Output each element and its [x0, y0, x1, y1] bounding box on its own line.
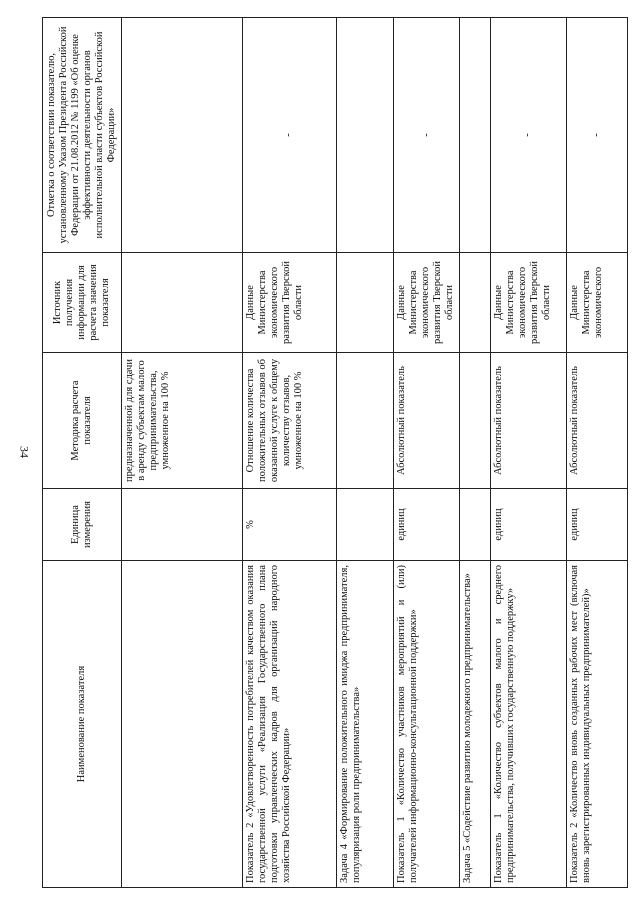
cell-mark: [460, 18, 491, 253]
cell-unit: единиц: [566, 489, 627, 561]
table-row: [393, 18, 460, 888]
cell-unit: %: [242, 489, 336, 561]
cell-name: Показатель 1 «Количество субъектов малого и среднего предпринимательства, получивших государственную поддержку»: [491, 561, 567, 888]
table-row: [566, 18, 627, 888]
cell-method: Отношение количества положительных отзывов об оказанной услуге к общему количеству отзывов, умноженное на 100 %: [242, 353, 336, 489]
cell-name: Задача 5 «Содействие развитию молодежного предпринимательства»: [460, 561, 491, 888]
table-row: [336, 18, 393, 888]
header-method: Методика расчета показателя: [43, 353, 122, 489]
indicator-table-wrapper: [42, 18, 628, 888]
cell-source: [336, 253, 393, 353]
cell-mark: -: [566, 18, 627, 253]
table-row: [242, 18, 336, 888]
cell-method: [460, 353, 491, 489]
cell-method: [336, 353, 393, 489]
table-row: [122, 18, 243, 888]
indicator-table: [42, 17, 628, 888]
cell-mark: -: [393, 18, 460, 253]
cell-source: Данные Министерства экономического: [566, 253, 627, 353]
cell-unit: единиц: [393, 489, 460, 561]
page-number: 34: [17, 446, 32, 458]
cell-unit: [336, 489, 393, 561]
cell-unit: [122, 489, 243, 561]
cell-mark: [122, 18, 243, 253]
cell-mark: -: [242, 18, 336, 253]
cell-unit: единиц: [491, 489, 567, 561]
cell-method: Абсолютный показатель: [566, 353, 627, 489]
cell-method: Абсолютный показатель: [491, 353, 567, 489]
cell-method: предназначенной для сдачи в аренду субъектам малого предпринимательства, умноженное на 100 %: [122, 353, 243, 489]
cell-source: [122, 253, 243, 353]
header-source: Источник получения информации для расчета значения показателя: [43, 253, 122, 353]
cell-method: Абсолютный показатель: [393, 353, 460, 489]
table-row: [460, 18, 491, 888]
cell-name: [122, 561, 243, 888]
cell-name: Показатель 2 «Количество вновь созданных рабочих мест (включая вновь зарегистрированных индивидуальных предпринимателей)»: [566, 561, 627, 888]
cell-source: [460, 253, 491, 353]
cell-name: Показатель 2 «Удовлетворенность потребителей качеством оказания государственной услуги «Реализация Государственного плана подготовки управленческих кадров для организаций народного хозяйства Российской Федерации»: [242, 561, 336, 888]
cell-name: Показатель 1 «Количество участников мероприятий и (или) получателей информационно-консультационной поддержки»: [393, 561, 460, 888]
table-row: [491, 18, 567, 888]
cell-name: Задача 4 «Формирование положительного имиджа предпринимателя, популяризация роли предпринимательства»: [336, 561, 393, 888]
cell-source: Данные Министерства экономического развития Тверской области: [242, 253, 336, 353]
table-header-row: [43, 18, 122, 888]
cell-mark: -: [491, 18, 567, 253]
cell-source: Данные Министерства экономического развития Тверской области: [393, 253, 460, 353]
header-mark: Отметка о соответствии показателю, установленному Указом Президента Российской Федерации от 21.08.2012 № 1199 «Об оценке эффективности деятельности органов исполнительной власти субъектов Российской Федерации»: [43, 18, 122, 253]
cell-unit: [460, 489, 491, 561]
cell-source: Данные Министерства экономического развития Тверской области: [491, 253, 567, 353]
header-unit: Единица измерения: [43, 489, 122, 561]
header-name: Наименование показателя: [43, 561, 122, 888]
cell-mark: [336, 18, 393, 253]
